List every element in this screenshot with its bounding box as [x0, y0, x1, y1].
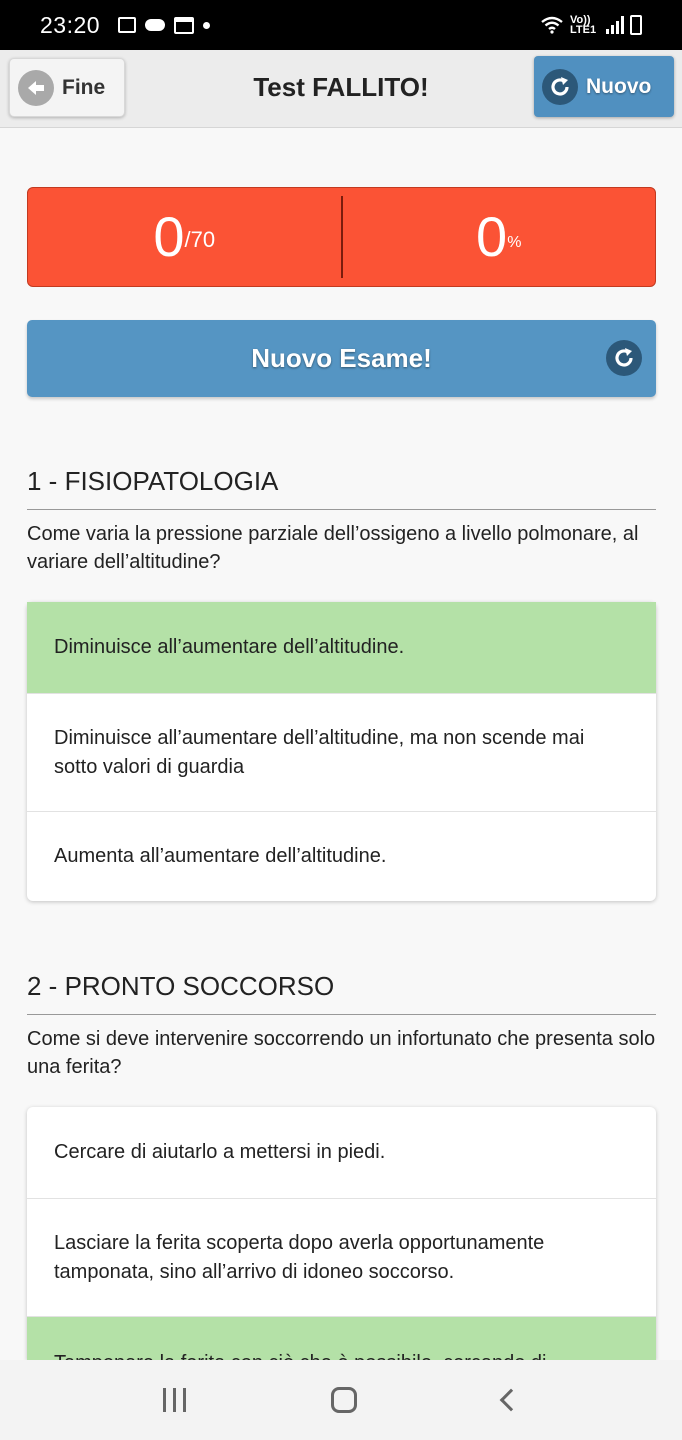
page-title: Test FALLITO!: [253, 72, 429, 102]
answer-option[interactable]: Diminuisce all’aumentare dell’altitudine, ma non scende mai sotto valori di guardia: [27, 693, 656, 811]
score-percent-sign: %: [507, 234, 522, 251]
arrow-left-icon: [18, 70, 54, 106]
score-correct: 0: [153, 205, 185, 268]
score-panel: [27, 187, 656, 287]
refresh-icon: [606, 340, 642, 376]
score-percent: [343, 188, 656, 286]
status-notification-icons: [118, 17, 210, 34]
answer-list: [27, 602, 656, 901]
section-title: 1 - FISIOPATOLOGIA: [27, 466, 656, 510]
score-count: [28, 188, 341, 286]
answer-option[interactable]: Lasciare la ferita scoperta dopo averla opportunamente tamponata, sino all’arrivo di idoneo soccorso.: [27, 1198, 656, 1316]
recents-icon[interactable]: [163, 1388, 186, 1412]
status-time: 23:20: [40, 11, 101, 38]
score-total: /70: [184, 227, 216, 252]
battery-charging-icon: [630, 15, 642, 35]
calendar-icon: [174, 17, 194, 34]
home-icon[interactable]: [331, 1387, 357, 1413]
new-exam-button[interactable]: [27, 320, 656, 397]
app-header: [0, 50, 682, 128]
back-button-label: Fine: [62, 75, 106, 99]
answer-option[interactable]: Cercare di aiutarlo a mettersi in piedi.: [54, 1141, 386, 1163]
status-system-icons: [540, 15, 642, 35]
signal-icon: [606, 16, 624, 34]
status-bar: [0, 0, 682, 50]
question-text: Come varia la pressione parziale dell’ossigeno a livello polmonare, al variare dell’altitudine?: [27, 523, 639, 573]
refresh-icon: [542, 69, 578, 105]
new-exam-button-label: Nuovo Esame!: [251, 343, 432, 373]
new-test-button[interactable]: [534, 56, 674, 117]
question-text: Come si deve intervenire soccorrendo un infortunato che presenta solo una ferita?: [27, 1028, 656, 1078]
notification-dot: [203, 22, 210, 29]
answer-option[interactable]: Aumenta all’aumentare dell’altitudine.: [27, 811, 656, 901]
section-title: 2 - PRONTO SOCCORSO: [27, 971, 656, 1015]
wifi-icon: [540, 16, 564, 34]
image-icon: [118, 17, 136, 33]
new-test-button-label: Nuovo: [586, 74, 652, 98]
system-nav-bar: [0, 1360, 682, 1440]
score-percent-value: 0: [476, 205, 508, 268]
network-label: Vo)) LTE1: [570, 14, 597, 36]
cloud-icon: [145, 19, 165, 31]
answer-option-correct[interactable]: Diminuisce all’aumentare dell’altitudine.: [27, 602, 656, 693]
answer-list: [27, 1107, 656, 1360]
back-button[interactable]: [9, 58, 125, 117]
back-nav-icon[interactable]: [500, 1389, 523, 1412]
